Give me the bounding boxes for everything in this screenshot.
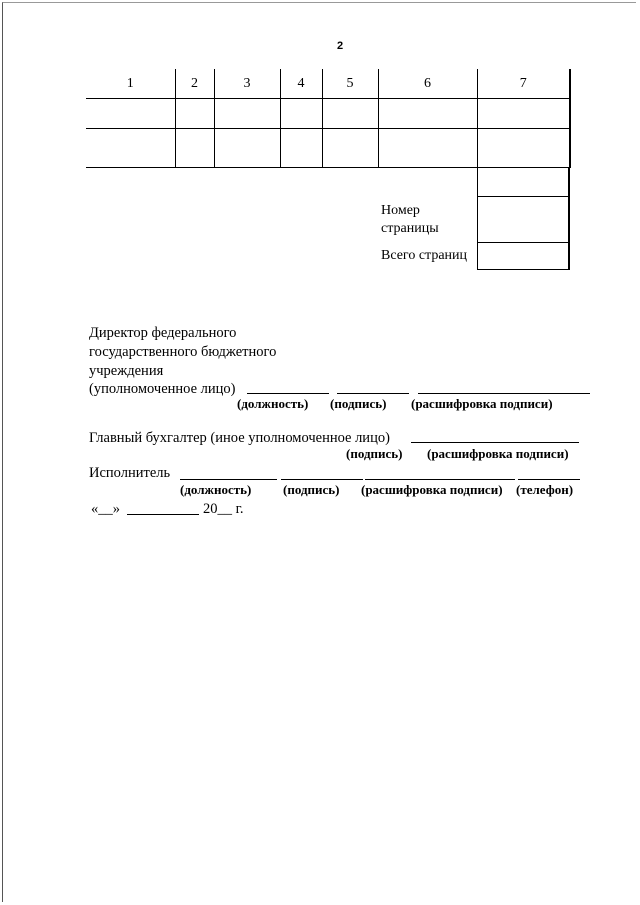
executor-phone-line[interactable]: [518, 479, 580, 480]
executor-phone-caption: (телефон): [516, 482, 574, 497]
table-header-row: [86, 69, 570, 99]
chief-accountant-label: Главный бухгалтер (иное уполномоченное лицо): [89, 430, 390, 446]
director-signature-line[interactable]: [337, 393, 409, 394]
table-cell[interactable]: [86, 129, 175, 168]
executor-signature-caption: (подпись): [283, 482, 340, 497]
table-header-cell: 5: [322, 69, 378, 99]
table-header-cell: 1: [86, 69, 175, 99]
table-cell[interactable]: [214, 99, 280, 129]
table-cell[interactable]: [477, 99, 570, 129]
director-decoding-line[interactable]: [418, 393, 590, 394]
chief-accountant-signature-caption: (подпись): [346, 446, 403, 461]
executor-position-caption: (должность): [180, 482, 252, 497]
date-month-line[interactable]: [127, 514, 199, 515]
page-number: 2: [336, 40, 344, 52]
page-number-label-line2: страницы: [381, 221, 439, 236]
director-line2: государственного бюджетного: [89, 344, 277, 360]
date-year[interactable]: 20__ г.: [203, 501, 244, 517]
executor-decoding-line[interactable]: [365, 479, 515, 480]
total-pages-label: Всего страниц: [381, 248, 468, 263]
executor-label: Исполнитель: [89, 465, 171, 481]
director-position-line[interactable]: [247, 393, 329, 394]
director-line1: Директор федерального: [89, 325, 237, 341]
table-cell[interactable]: [322, 99, 378, 129]
table-cell[interactable]: [322, 129, 378, 168]
total-pages-box[interactable]: [477, 242, 570, 270]
table-row: [86, 99, 570, 129]
director-decoding-caption: (расшифровка подписи): [411, 396, 553, 411]
table-cell[interactable]: [280, 129, 322, 168]
table-header-cell: 4: [280, 69, 322, 99]
table-cell[interactable]: [214, 129, 280, 168]
table-header-cell: 3: [214, 69, 280, 99]
director-position-caption: (должность): [237, 396, 309, 411]
chief-accountant-decoding-caption: (расшифровка подписи): [427, 446, 569, 461]
table-row: [86, 129, 570, 168]
chief-accountant-signature-line[interactable]: [411, 442, 579, 443]
director-line3: учреждения: [89, 363, 164, 379]
report-table: [86, 69, 571, 168]
executor-decoding-caption: (расшифровка подписи): [361, 482, 503, 497]
director-line4: (уполномоченное лицо): [89, 381, 236, 397]
table-header-cell: 7: [477, 69, 570, 99]
total-box[interactable]: [477, 167, 570, 197]
table-cell[interactable]: [378, 129, 477, 168]
table-header-cell: 6: [378, 69, 477, 99]
table-cell[interactable]: [175, 129, 214, 168]
table-cell[interactable]: [477, 129, 570, 168]
executor-position-line[interactable]: [180, 479, 277, 480]
table-cell[interactable]: [378, 99, 477, 129]
page-number-box[interactable]: [477, 196, 570, 243]
page-number-label-line1: Номер: [381, 203, 420, 218]
director-signature-caption: (подпись): [330, 396, 387, 411]
executor-signature-line[interactable]: [281, 479, 363, 480]
table-cell[interactable]: [86, 99, 175, 129]
table-cell[interactable]: [175, 99, 214, 129]
table-cell[interactable]: [280, 99, 322, 129]
date-day[interactable]: «__»: [91, 501, 120, 517]
table-header-cell: 2: [175, 69, 214, 99]
